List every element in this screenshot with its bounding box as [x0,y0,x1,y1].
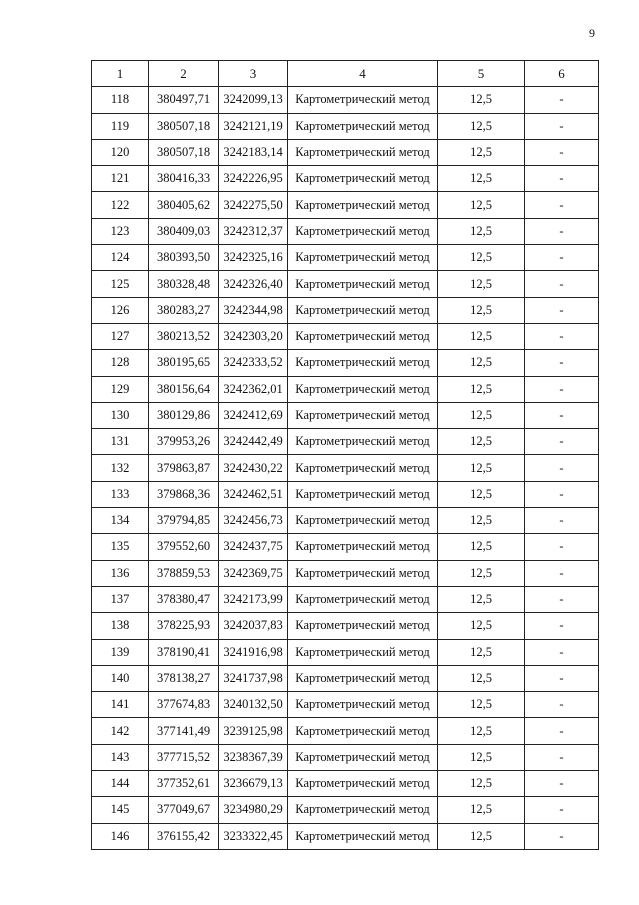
x-coordinate-cell: 378138,27 [149,665,219,691]
accuracy-cell: 12,5 [438,613,525,639]
point-number-cell: 121 [92,166,149,192]
note-cell: - [525,797,599,823]
accuracy-cell: 12,5 [438,771,525,797]
x-coordinate-cell: 377049,67 [149,797,219,823]
method-cell: Картометрический метод [288,613,438,639]
accuracy-cell: 12,5 [438,376,525,402]
x-coordinate-cell: 380283,27 [149,297,219,323]
point-number-cell: 124 [92,245,149,271]
note-cell: - [525,323,599,349]
note-cell: - [525,113,599,139]
method-cell: Картометрический метод [288,481,438,507]
header-col-4: 4 [288,61,438,87]
accuracy-cell: 12,5 [438,113,525,139]
y-coordinate-cell: 3242369,75 [219,560,288,586]
accuracy-cell: 12,5 [438,192,525,218]
note-cell: - [525,771,599,797]
y-coordinate-cell: 3242121,19 [219,113,288,139]
point-number-cell: 135 [92,534,149,560]
method-cell: Картометрический метод [288,350,438,376]
method-cell: Картометрический метод [288,271,438,297]
table-row [92,271,599,297]
table-row [92,797,599,823]
table-row [92,718,599,744]
accuracy-cell: 12,5 [438,323,525,349]
y-coordinate-cell: 3238367,39 [219,744,288,770]
note-cell: - [525,297,599,323]
table-row [92,665,599,691]
point-number-cell: 129 [92,376,149,402]
method-cell: Картометрический метод [288,639,438,665]
method-cell: Картометрический метод [288,192,438,218]
y-coordinate-cell: 3242037,83 [219,613,288,639]
y-coordinate-cell: 3242173,99 [219,586,288,612]
page-number: 9 [589,26,595,40]
table-row [92,534,599,560]
y-coordinate-cell: 3242442,49 [219,429,288,455]
x-coordinate-cell: 378380,47 [149,586,219,612]
x-coordinate-cell: 377352,61 [149,771,219,797]
y-coordinate-cell: 3242326,40 [219,271,288,297]
accuracy-cell: 12,5 [438,534,525,560]
y-coordinate-cell: 3242456,73 [219,508,288,534]
table-row [92,481,599,507]
table-row [92,350,599,376]
accuracy-cell: 12,5 [438,297,525,323]
accuracy-cell: 12,5 [438,87,525,113]
point-number-cell: 134 [92,508,149,534]
y-coordinate-cell: 3234980,29 [219,797,288,823]
note-cell: - [525,744,599,770]
x-coordinate-cell: 380405,62 [149,192,219,218]
table-body [92,87,599,850]
accuracy-cell: 12,5 [438,665,525,691]
header-col-1: 1 [92,61,149,87]
x-coordinate-cell: 380409,03 [149,218,219,244]
note-cell: - [525,508,599,534]
point-number-cell: 141 [92,692,149,718]
y-coordinate-cell: 3242312,37 [219,218,288,244]
table-row [92,613,599,639]
x-coordinate-cell: 377674,83 [149,692,219,718]
x-coordinate-cell: 380393,50 [149,245,219,271]
point-number-cell: 132 [92,455,149,481]
y-coordinate-cell: 3242430,22 [219,455,288,481]
x-coordinate-cell: 380328,48 [149,271,219,297]
note-cell: - [525,455,599,481]
x-coordinate-cell: 380507,18 [149,139,219,165]
point-number-cell: 127 [92,323,149,349]
method-cell: Картометрический метод [288,139,438,165]
y-coordinate-cell: 3241916,98 [219,639,288,665]
x-coordinate-cell: 377715,52 [149,744,219,770]
note-cell: - [525,718,599,744]
table-row [92,744,599,770]
y-coordinate-cell: 3239125,98 [219,718,288,744]
y-coordinate-cell: 3240132,50 [219,692,288,718]
method-cell: Картометрический метод [288,323,438,349]
x-coordinate-cell: 376155,42 [149,823,219,849]
note-cell: - [525,586,599,612]
method-cell: Картометрический метод [288,534,438,560]
y-coordinate-cell: 3242183,14 [219,139,288,165]
point-number-cell: 143 [92,744,149,770]
header-col-3: 3 [219,61,288,87]
table-row [92,139,599,165]
point-number-cell: 131 [92,429,149,455]
point-number-cell: 136 [92,560,149,586]
method-cell: Картометрический метод [288,665,438,691]
point-number-cell: 128 [92,350,149,376]
x-coordinate-cell: 380156,64 [149,376,219,402]
point-number-cell: 133 [92,481,149,507]
note-cell: - [525,823,599,849]
point-number-cell: 125 [92,271,149,297]
x-coordinate-cell: 377141,49 [149,718,219,744]
table-row [92,87,599,113]
y-coordinate-cell: 3242333,52 [219,350,288,376]
accuracy-cell: 12,5 [438,402,525,428]
table-row [92,692,599,718]
note-cell: - [525,534,599,560]
accuracy-cell: 12,5 [438,508,525,534]
x-coordinate-cell: 379794,85 [149,508,219,534]
point-number-cell: 139 [92,639,149,665]
method-cell: Картометрический метод [288,455,438,481]
note-cell: - [525,402,599,428]
note-cell: - [525,87,599,113]
y-coordinate-cell: 3242275,50 [219,192,288,218]
table-row [92,508,599,534]
point-number-cell: 146 [92,823,149,849]
table-row [92,639,599,665]
note-cell: - [525,350,599,376]
y-coordinate-cell: 3242099,13 [219,87,288,113]
accuracy-cell: 12,5 [438,139,525,165]
header-col-5: 5 [438,61,525,87]
point-number-cell: 126 [92,297,149,323]
x-coordinate-cell: 379863,87 [149,455,219,481]
point-number-cell: 138 [92,613,149,639]
x-coordinate-cell: 380507,18 [149,113,219,139]
method-cell: Картометрический метод [288,797,438,823]
x-coordinate-cell: 379552,60 [149,534,219,560]
x-coordinate-cell: 380129,86 [149,402,219,428]
accuracy-cell: 12,5 [438,560,525,586]
method-cell: Картометрический метод [288,297,438,323]
note-cell: - [525,139,599,165]
accuracy-cell: 12,5 [438,455,525,481]
method-cell: Картометрический метод [288,718,438,744]
note-cell: - [525,245,599,271]
accuracy-cell: 12,5 [438,481,525,507]
y-coordinate-cell: 3242412,69 [219,402,288,428]
header-col-2: 2 [149,61,219,87]
method-cell: Картометрический метод [288,692,438,718]
x-coordinate-cell: 379868,36 [149,481,219,507]
table-row [92,323,599,349]
table-row [92,113,599,139]
point-number-cell: 130 [92,402,149,428]
table-row [92,823,599,849]
x-coordinate-cell: 378859,53 [149,560,219,586]
method-cell: Картометрический метод [288,771,438,797]
accuracy-cell: 12,5 [438,218,525,244]
note-cell: - [525,665,599,691]
method-cell: Картометрический метод [288,744,438,770]
note-cell: - [525,376,599,402]
table-row [92,402,599,428]
table-row [92,455,599,481]
note-cell: - [525,692,599,718]
point-number-cell: 137 [92,586,149,612]
point-number-cell: 144 [92,771,149,797]
table-row [92,376,599,402]
table-row [92,771,599,797]
accuracy-cell: 12,5 [438,744,525,770]
point-number-cell: 142 [92,718,149,744]
y-coordinate-cell: 3242437,75 [219,534,288,560]
method-cell: Картометрический метод [288,560,438,586]
x-coordinate-cell: 380416,33 [149,166,219,192]
table-row [92,166,599,192]
point-number-cell: 123 [92,218,149,244]
point-number-cell: 145 [92,797,149,823]
y-coordinate-cell: 3242462,51 [219,481,288,507]
note-cell: - [525,166,599,192]
y-coordinate-cell: 3242362,01 [219,376,288,402]
method-cell: Картометрический метод [288,376,438,402]
note-cell: - [525,560,599,586]
y-coordinate-cell: 3242303,20 [219,323,288,349]
table-row [92,245,599,271]
method-cell: Картометрический метод [288,429,438,455]
accuracy-cell: 12,5 [438,797,525,823]
accuracy-cell: 12,5 [438,166,525,192]
method-cell: Картометрический метод [288,166,438,192]
note-cell: - [525,271,599,297]
header-col-6: 6 [525,61,599,87]
accuracy-cell: 12,5 [438,350,525,376]
y-coordinate-cell: 3242344,98 [219,297,288,323]
method-cell: Картометрический метод [288,823,438,849]
x-coordinate-cell: 379953,26 [149,429,219,455]
note-cell: - [525,639,599,665]
y-coordinate-cell: 3242226,95 [219,166,288,192]
x-coordinate-cell: 380213,52 [149,323,219,349]
table-row [92,560,599,586]
accuracy-cell: 12,5 [438,245,525,271]
note-cell: - [525,429,599,455]
method-cell: Картометрический метод [288,508,438,534]
accuracy-cell: 12,5 [438,639,525,665]
accuracy-cell: 12,5 [438,692,525,718]
table-row [92,586,599,612]
point-number-cell: 119 [92,113,149,139]
note-cell: - [525,218,599,244]
method-cell: Картометрический метод [288,218,438,244]
table-row [92,429,599,455]
method-cell: Картометрический метод [288,402,438,428]
accuracy-cell: 12,5 [438,718,525,744]
method-cell: Картометрический метод [288,113,438,139]
accuracy-cell: 12,5 [438,586,525,612]
table-row [92,192,599,218]
point-number-cell: 120 [92,139,149,165]
method-cell: Картометрический метод [288,586,438,612]
x-coordinate-cell: 380195,65 [149,350,219,376]
y-coordinate-cell: 3242325,16 [219,245,288,271]
accuracy-cell: 12,5 [438,429,525,455]
note-cell: - [525,613,599,639]
y-coordinate-cell: 3233322,45 [219,823,288,849]
table-row [92,297,599,323]
accuracy-cell: 12,5 [438,271,525,297]
note-cell: - [525,192,599,218]
x-coordinate-cell: 378190,41 [149,639,219,665]
point-number-cell: 140 [92,665,149,691]
x-coordinate-cell: 378225,93 [149,613,219,639]
x-coordinate-cell: 380497,71 [149,87,219,113]
y-coordinate-cell: 3236679,13 [219,771,288,797]
accuracy-cell: 12,5 [438,823,525,849]
point-number-cell: 118 [92,87,149,113]
point-number-cell: 122 [92,192,149,218]
table-header-row [92,61,599,87]
note-cell: - [525,481,599,507]
table-row [92,218,599,244]
method-cell: Картометрический метод [288,87,438,113]
y-coordinate-cell: 3241737,98 [219,665,288,691]
coordinates-table [91,60,599,850]
method-cell: Картометрический метод [288,245,438,271]
